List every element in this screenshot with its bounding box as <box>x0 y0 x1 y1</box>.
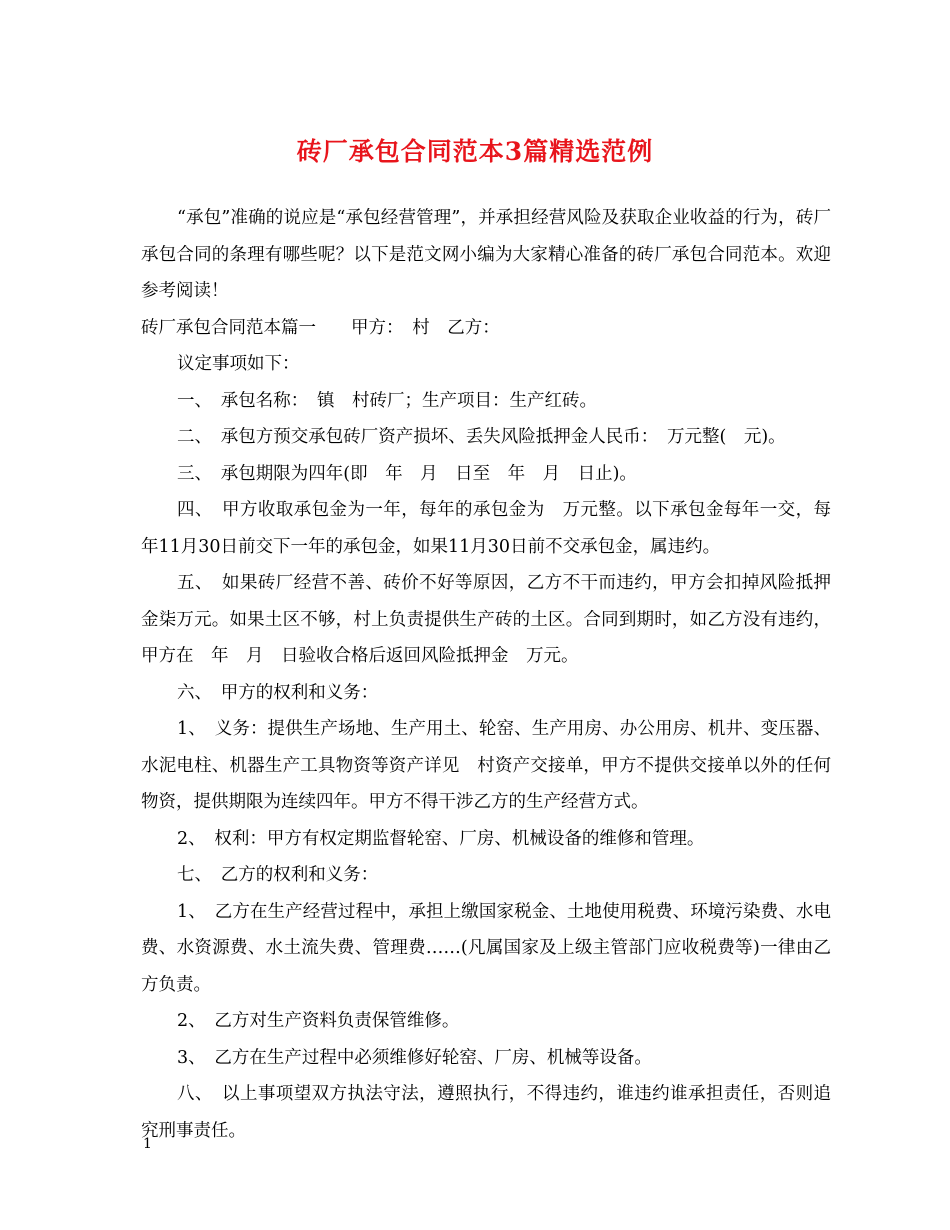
clause-8: 八、 以上事项望双方执法守法，遵照执行，不得违约，谁违约谁承担责任，否则追究刑事责任。 <box>141 1084 831 1141</box>
clause-7-item-2: 2、 乙方对生产资料负责保管维修。 <box>177 1011 460 1031</box>
clause-2: 二、 承包方预交承包砖厂资产损坏、丢失风险抵押金人民币： 万元整( 元)。 <box>177 427 786 447</box>
clause-3: 三、 承包期限为四年(即 年 月 日至 年 月 日止)。 <box>177 463 637 484</box>
clause-1: 一、 承包名称： 镇 村砖厂；生产项目：生产红砖。 <box>177 390 597 411</box>
document-title: 砖厂承包合同范本3篇精选范例 <box>296 137 654 166</box>
clause-6-item-2: 2、 权利：甲方有权定期监督轮窑、厂房、机械设备的维修和管理。 <box>177 828 705 849</box>
paragraph-agreed-items: 议定事项如下： <box>177 354 300 374</box>
paragraph-intro: “承包”准确的说应是“承包经营管理”，并承担经营风险及获取企业收益的行为，砖厂承包合同的条理有哪些呢？以下是范文网小编为大家精心准备的砖厂承包合同范本。欢迎参考阅读！ <box>141 208 831 301</box>
document-body <box>141 200 831 1149</box>
paragraph-section-heading: 砖厂承包合同范本篇一 甲方： 村 乙方： <box>141 317 500 338</box>
clause-4: 四、 甲方收取承包金为一年，每年的承包金为 万元整。以下承包金每年一交，每年11月30日前交下一年的承包金，如果11月30日前不交承包金，属违约。 <box>141 500 831 557</box>
clause-6-item-1: 1、 义务：提供生产场地、生产用土、轮窑、生产用房、办公用房、机井、变压器、水泥电柱、机器生产工具物资等资产详见 村资产交接单，甲方不提供交接单以外的任何物资，提供期限为连续四年。甲方不得干涉乙方的生产经营方式。 <box>141 719 831 812</box>
clause-7-heading: 七、 乙方的权利和义务： <box>177 865 379 885</box>
page-number: 1 <box>143 1136 152 1152</box>
clause-7-item-1: 1、 乙方在生产经营过程中，承担上缴国家税金、土地使用税费、环境污染费、水电费、水资源费、水土流失费、管理费……(凡属国家及上级主管部门应收税费等)一律由乙方负责。 <box>141 901 831 995</box>
clause-5: 五、 如果砖厂经营不善、砖价不好等原因，乙方不干而违约，甲方会扣掉风险抵押金柒万元。如果土区不够，村上负责提供生产砖的土区。合同到期时，如乙方没有违约，甲方在 年 月 日验收合格后返回风险抵押金 万元。 <box>141 573 831 666</box>
clause-6-heading: 六、 甲方的权利和义务： <box>177 682 379 703</box>
clause-7-item-3: 3、 乙方在生产过程中必须维修好轮窑、厂房、机械等设备。 <box>177 1047 652 1068</box>
